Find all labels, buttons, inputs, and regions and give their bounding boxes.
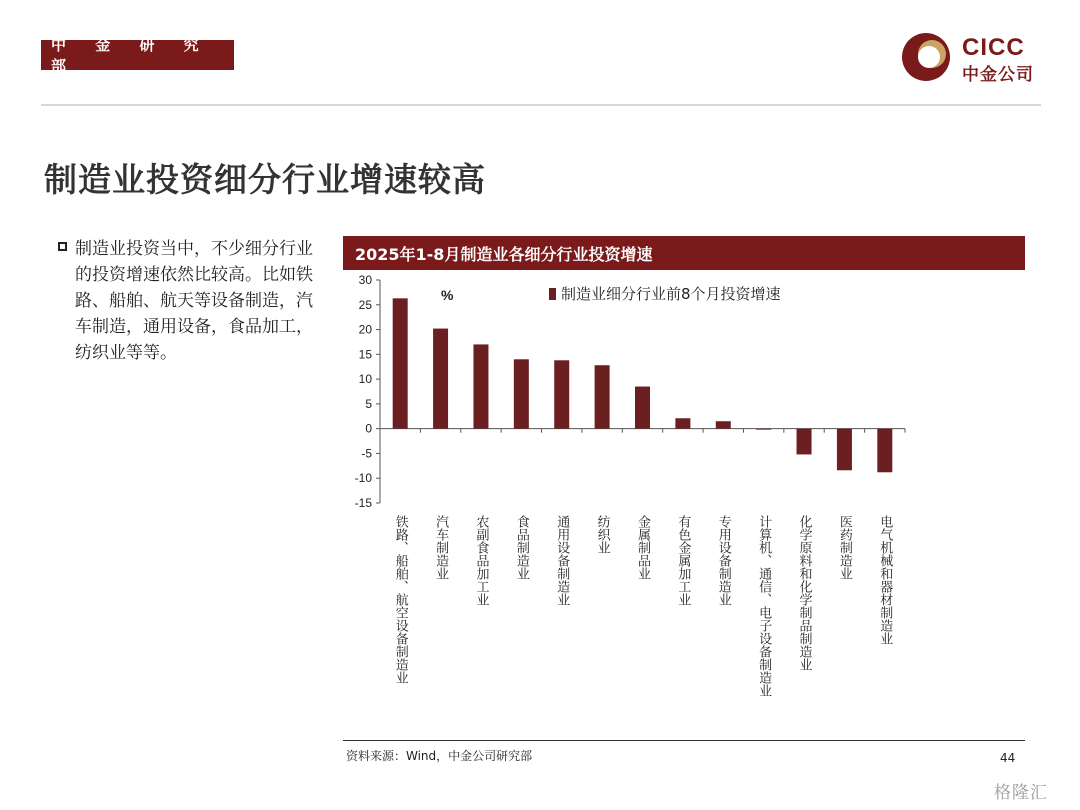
category-label: 铁路、船舶、航空设备制造业 <box>392 515 408 684</box>
legend-swatch <box>549 288 556 300</box>
bar <box>756 429 771 430</box>
y-tick-label: 20 <box>358 322 372 337</box>
category-label: 通用设备制造业 <box>554 515 570 606</box>
category-label: 专用设备制造业 <box>715 515 731 606</box>
bar <box>716 421 731 428</box>
bar <box>433 329 448 429</box>
unit-label: % <box>441 287 454 303</box>
category-label: 化学原料和化学制品制造业 <box>796 515 812 671</box>
cicc-logo-icon <box>900 30 956 85</box>
y-tick-label: 10 <box>358 372 372 387</box>
bar <box>595 365 610 428</box>
logo-text-en: CICC <box>962 34 1025 61</box>
slide-title: 制造业投资细分行业增速较高 <box>44 160 486 199</box>
y-tick-label: 0 <box>365 421 372 436</box>
y-tick-label: 5 <box>365 396 372 411</box>
legend-label: 制造业细分行业前8个月投资增速 <box>561 285 781 303</box>
header-divider <box>41 104 1041 106</box>
bar <box>877 429 892 473</box>
cicc-logo <box>900 30 1050 85</box>
category-label: 纺织业 <box>594 515 610 554</box>
category-label: 汽车制造业 <box>433 515 449 580</box>
brand-label: 中 金 研 究 部 <box>41 40 234 70</box>
logo-text-cn: 中金公司 <box>962 65 1034 85</box>
y-tick-label: -10 <box>354 471 372 486</box>
source-divider <box>343 740 1025 741</box>
category-label: 农副食品加工业 <box>473 515 489 606</box>
bar <box>675 418 690 428</box>
category-label: 有色金属加工业 <box>675 515 691 606</box>
bar <box>837 429 852 471</box>
y-tick-label: 30 <box>358 273 372 287</box>
y-tick-label: -15 <box>354 496 372 510</box>
bar <box>514 359 529 428</box>
bar <box>393 298 408 428</box>
source-note: 资料来源：Wind，中金公司研究部 <box>346 749 533 763</box>
bar-chart <box>343 270 1025 740</box>
y-tick-label: 25 <box>358 297 372 312</box>
bar <box>797 429 812 455</box>
category-label: 金属制品业 <box>635 515 650 580</box>
bar <box>473 344 488 428</box>
category-label: 电气机械和器材制造业 <box>877 515 893 645</box>
category-label: 医药制造业 <box>836 515 852 580</box>
bullet-point <box>58 236 328 366</box>
bar <box>554 360 569 428</box>
y-tick-label: 15 <box>358 347 372 362</box>
category-label: 食品制造业 <box>513 515 529 580</box>
bullet-text: 制造业投资当中，不少细分行业的投资增速依然比较高。比如铁路、船舶、航天等设备制造，汽车制造，通用设备，食品加工，纺织业等等。 <box>75 239 313 363</box>
square-bullet-icon <box>58 242 67 251</box>
bar <box>635 387 650 429</box>
watermark: 格隆汇 <box>994 783 1048 803</box>
chart-title: 2025年1-8月制造业各细分行业投资增速 <box>343 236 1025 270</box>
page-number: 44 <box>1000 751 1016 765</box>
category-label: 计算机、通信、电子设备制造业 <box>756 515 772 697</box>
y-tick-label: -5 <box>361 446 372 461</box>
